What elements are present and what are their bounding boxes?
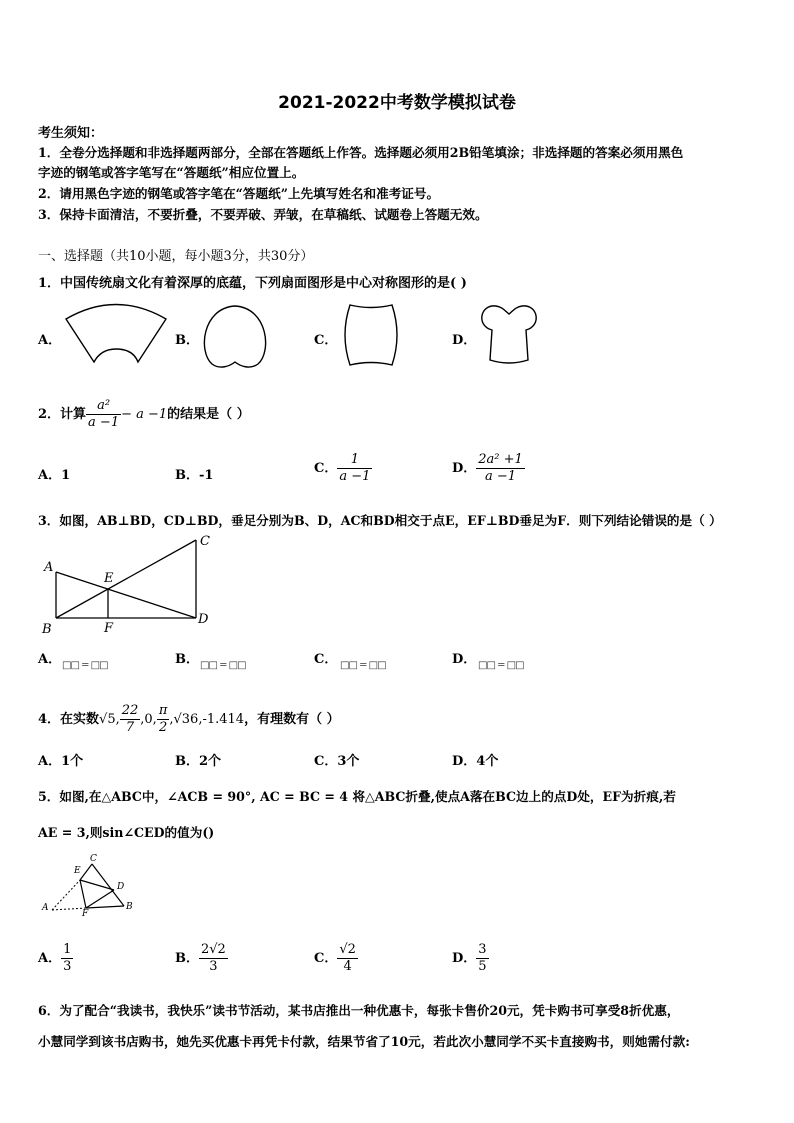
q5-option-c-fraction bbox=[337, 942, 358, 975]
q3-option-c-label: C． bbox=[314, 652, 338, 667]
q3-option-a-formula: □□ = □□ bbox=[62, 660, 108, 671]
q5-option-b bbox=[175, 942, 228, 975]
q5-stem-line-1: 5．如图,在△ABC中，∠ACB = 90°, AC = BC = 4 将△ABC折叠,使点A落在BC边上的点D处，EF为折痕,若 bbox=[38, 789, 676, 804]
q5-option-b-denominator: 3 bbox=[209, 959, 218, 974]
notice-line-1b: 字迹的钢笔或答字笔写在“答题纸”相应位置上。 bbox=[38, 165, 305, 180]
q6-line-1: 6．为了配合“我读书，我快乐”读书节活动，某书店推出一种优惠卡，每张卡售价20元，凭卡购书可享受8折优惠， bbox=[38, 1003, 680, 1018]
q5-label-d: D bbox=[117, 882, 125, 892]
q2-option-d-denominator: a −1 bbox=[485, 469, 517, 484]
q4-stem-pre: 4．在实数 bbox=[38, 712, 100, 727]
fan-shape-b bbox=[200, 302, 270, 370]
q2-option-d bbox=[452, 452, 525, 485]
page-title: 2021-2022中考数学模拟试卷 bbox=[278, 93, 516, 113]
q3-label-a: A bbox=[44, 560, 54, 575]
notice-line-3: 3．保持卡面清洁，不要折叠，不要弄破、弄皱，在草稿纸、试题卷上答题无效。 bbox=[38, 207, 488, 222]
q4-number-sqrt5: √5, bbox=[99, 712, 120, 727]
q2-option-a: A．1 bbox=[38, 468, 71, 483]
q5-stem-line-2: AE = 3,则sin∠CED的值为() bbox=[38, 825, 215, 840]
q5-option-d-fraction bbox=[476, 942, 488, 975]
q4-number-rest: ,√36,-1.414 bbox=[169, 712, 245, 727]
q5-option-c-label: C． bbox=[314, 951, 338, 966]
q2-stem-pre: 2．计算 bbox=[38, 407, 87, 422]
q2-stem-post: 的结果是（ ） bbox=[167, 407, 250, 422]
q3-option-b-formula: □□ = □□ bbox=[200, 660, 246, 671]
q2-option-c bbox=[314, 452, 372, 485]
q2-tail: − a −1 bbox=[121, 407, 168, 422]
notice-heading: 考生须知： bbox=[38, 126, 104, 141]
q4-fraction-22-7 bbox=[120, 703, 141, 736]
q2-fraction-numerator: a² bbox=[86, 398, 121, 415]
q4-option-c: C．3个 bbox=[314, 754, 360, 769]
q1-option-b: B． bbox=[175, 333, 199, 348]
q4-fraction-1-numerator: 22 bbox=[121, 703, 139, 718]
q2-option-c-fraction bbox=[337, 452, 372, 485]
q5-option-b-fraction bbox=[199, 942, 228, 975]
q3-label-b: B bbox=[42, 622, 52, 637]
q2-option-b: B．-1 bbox=[175, 468, 214, 483]
q3-option-d-label: D． bbox=[452, 652, 477, 667]
q5-option-c-numerator: √2 bbox=[339, 942, 356, 957]
q2-option-c-denominator: a −1 bbox=[339, 469, 371, 484]
q5-option-d-label: D． bbox=[452, 951, 477, 966]
q5-option-a-denominator: 3 bbox=[63, 959, 72, 974]
q5-option-d-numerator: 3 bbox=[478, 942, 487, 957]
q5-option-c-denominator: 4 bbox=[343, 959, 352, 974]
q5-option-a-fraction bbox=[61, 942, 73, 975]
q3-stem: 3．如图，AB⊥BD，CD⊥BD，垂足分别为B、D，AC和BD相交于点E，EF⊥BD垂足为F．则下列结论错误的是（ ） bbox=[38, 513, 722, 528]
q5-option-a-numerator: 1 bbox=[63, 942, 72, 957]
q5-label-c: C bbox=[90, 854, 97, 864]
q4-option-d: D．4个 bbox=[452, 754, 499, 769]
q2-stem bbox=[38, 398, 250, 431]
q5-label-f: F bbox=[82, 909, 89, 919]
q1-option-d: D． bbox=[452, 333, 477, 348]
q3-label-d: D bbox=[198, 612, 209, 627]
q2-option-c-numerator: 1 bbox=[337, 452, 372, 469]
q5-label-b: B bbox=[126, 902, 133, 912]
q2-option-d-fraction bbox=[476, 452, 525, 485]
q2-option-d-numerator: 2a² +1 bbox=[478, 452, 523, 467]
q4-option-b: B．2个 bbox=[175, 754, 222, 769]
q4-fraction-2-denominator: 2 bbox=[158, 720, 168, 735]
q4-option-a: A．1个 bbox=[38, 754, 84, 769]
q5-label-e: E bbox=[74, 866, 81, 876]
q3-label-c: C bbox=[200, 534, 210, 549]
q4-number-zero: ,0, bbox=[140, 712, 157, 727]
q3-option-a-label: A． bbox=[38, 652, 62, 667]
q3-option-d-formula: □□ = □□ bbox=[478, 660, 524, 671]
notice-line-2: 2．请用黑色字迹的钢笔或答字笔在“答题纸”上先填写姓名和准考证号。 bbox=[38, 186, 440, 201]
q2-option-d-label: D． bbox=[452, 461, 477, 476]
q2-fraction-denominator: a −1 bbox=[88, 415, 120, 430]
q5-label-a: A bbox=[42, 903, 49, 913]
q5-option-d bbox=[452, 942, 489, 975]
q4-stem-post: ，有理数有（ ） bbox=[244, 712, 340, 727]
q3-figure bbox=[38, 532, 218, 638]
q5-option-a bbox=[38, 942, 73, 975]
q6-line-2: 小慧同学到该书店购书，她先买优惠卡再凭卡付款，结果节省了10元，若此次小慧同学不买卡直接购书，则她需付款: bbox=[38, 1034, 690, 1049]
q3-label-e: E bbox=[104, 571, 114, 586]
q5-option-d-denominator: 5 bbox=[478, 959, 487, 974]
q1-stem: 1．中国传统扇文化有着深厚的底蕴，下列扇面图形是中心对称图形的是( ) bbox=[38, 276, 467, 291]
q4-fraction-2-numerator: π bbox=[158, 703, 168, 718]
q3-label-f: F bbox=[104, 621, 114, 636]
q5-option-a-label: A． bbox=[38, 951, 62, 966]
notice-line-1a: 1．全卷分选择题和非选择题两部分，全部在答题纸上作答。选择题必须用2B铅笔填涂；非选择题的答案必须用黑色 bbox=[38, 145, 684, 160]
q2-option-c-label: C． bbox=[314, 461, 338, 476]
q3-option-c-formula: □□ = □□ bbox=[340, 660, 386, 671]
q4-fraction-1-denominator: 7 bbox=[125, 720, 135, 735]
q1-option-c: C． bbox=[314, 333, 338, 348]
q3-option-b-label: B． bbox=[175, 652, 199, 667]
q4-fraction-pi-2 bbox=[157, 703, 170, 736]
fan-shape-c bbox=[340, 302, 402, 368]
q4-stem bbox=[38, 703, 340, 736]
q5-option-b-numerator: 2√2 bbox=[201, 942, 226, 957]
fan-shape-d bbox=[478, 302, 540, 370]
section-heading: 一、选择题（共10小题，每小题3分，共30分） bbox=[38, 249, 314, 264]
q5-option-b-label: B． bbox=[175, 951, 199, 966]
q1-option-a: A． bbox=[38, 333, 62, 348]
fan-shape-a bbox=[64, 304, 168, 366]
q2-fraction bbox=[86, 398, 121, 431]
q5-option-c bbox=[314, 942, 358, 975]
